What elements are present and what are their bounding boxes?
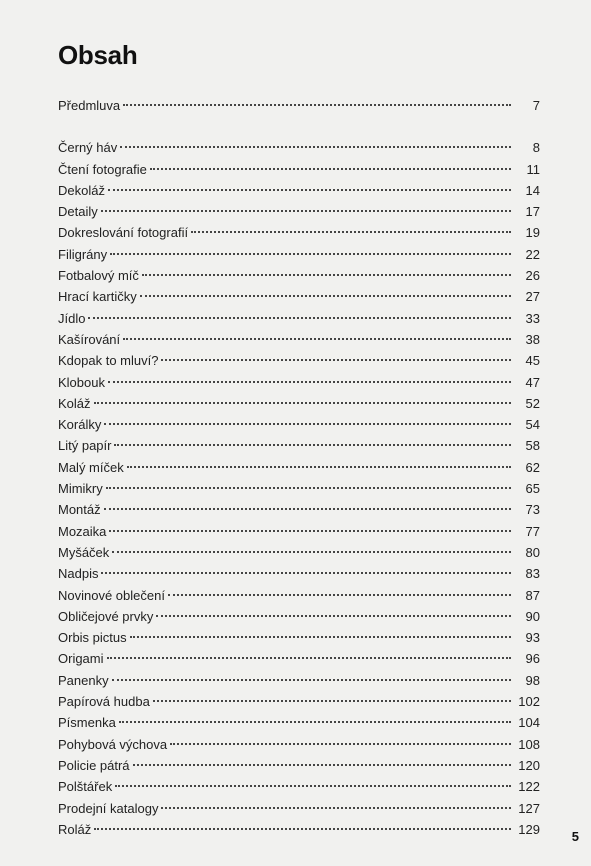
- toc-entry: [58, 393, 540, 414]
- toc-entry-page: 19: [525, 225, 540, 241]
- toc-entry: [58, 563, 540, 584]
- toc-entry-title: Origami: [58, 651, 104, 667]
- toc-entry: [58, 627, 540, 648]
- toc-entry-title: Mozaika: [58, 523, 107, 539]
- dot-leader: [108, 381, 511, 383]
- toc-entry-title: Fotbalový míč: [58, 268, 139, 284]
- table-of-contents: [58, 95, 540, 840]
- toc-entry-title: Písmenka: [58, 715, 116, 731]
- toc-entry: [58, 137, 540, 158]
- toc-entry-title: Koláž: [58, 395, 91, 411]
- toc-entry: [58, 606, 540, 627]
- toc-entry: [58, 457, 540, 478]
- toc-entry: [58, 542, 540, 563]
- toc-entry-title: Klobouk: [58, 374, 105, 390]
- toc-entry-title: Malý míček: [58, 459, 124, 475]
- dot-leader: [101, 572, 511, 574]
- toc-entry-page: 52: [525, 395, 540, 411]
- dot-leader: [112, 551, 511, 553]
- toc-entry-page: 54: [525, 417, 540, 433]
- toc-entry: [58, 776, 540, 797]
- toc-entry-title: Panenky: [58, 672, 109, 688]
- toc-entry: [58, 585, 540, 606]
- toc-entry-page: 14: [525, 182, 540, 198]
- dot-leader: [104, 508, 511, 510]
- dot-leader: [115, 785, 511, 787]
- toc-entry: [58, 712, 540, 733]
- toc-entry-page: 122: [518, 779, 540, 795]
- dot-leader: [107, 657, 511, 659]
- toc-entry: [58, 308, 540, 329]
- toc-entry-page: 96: [525, 651, 540, 667]
- dot-leader: [110, 253, 511, 255]
- dot-leader: [88, 317, 511, 319]
- toc-entry-page: 87: [525, 587, 540, 603]
- toc-entry: [58, 499, 540, 520]
- toc-entry-title: Korálky: [58, 417, 102, 433]
- toc-entry-page: 127: [518, 800, 540, 816]
- dot-leader: [161, 807, 511, 809]
- toc-entry-title: Jídlo: [58, 310, 86, 326]
- toc-entry: [58, 819, 540, 840]
- toc-entry-title: Obličejové prvky: [58, 608, 154, 624]
- dot-leader: [191, 231, 511, 233]
- toc-entry: [58, 648, 540, 669]
- toc-entry-page: 98: [525, 672, 540, 688]
- toc-entry-title: Kašírování: [58, 331, 121, 347]
- toc-entry-title: Roláž: [58, 821, 92, 837]
- toc-entry-page: 45: [525, 353, 540, 369]
- dot-leader: [94, 402, 511, 404]
- dot-leader: [153, 700, 511, 702]
- toc-entry: [58, 734, 540, 755]
- toc-entry-title: Čtení fotografie: [58, 161, 147, 177]
- toc-entry-page: 73: [525, 502, 540, 518]
- toc-entry-page: 77: [525, 523, 540, 539]
- dot-leader: [123, 104, 511, 106]
- toc-entry-title: Předmluva: [58, 98, 121, 113]
- toc-entry-title: Myšáček: [58, 544, 110, 560]
- toc-entry-page: 22: [525, 246, 540, 262]
- dot-leader: [123, 338, 511, 340]
- toc-entry-page: 102: [518, 694, 540, 710]
- page-number: 5: [571, 829, 579, 844]
- toc-entry-page: 8: [532, 140, 540, 156]
- toc-entry-page: 26: [525, 268, 540, 284]
- dot-leader: [119, 721, 511, 723]
- toc-entry: [58, 435, 540, 456]
- dot-leader: [109, 530, 511, 532]
- toc-entry-page: 17: [525, 204, 540, 220]
- toc-entry-title: Dokreslování fotografií: [58, 225, 189, 241]
- toc-entry: [58, 691, 540, 712]
- toc-entry-page: 104: [518, 715, 540, 731]
- dot-leader: [140, 295, 511, 297]
- toc-entry-title: Pohybová výchova: [58, 736, 168, 752]
- toc-entry-page: 129: [518, 821, 540, 837]
- toc-entry: [58, 372, 540, 393]
- toc-entry-page: 83: [525, 566, 540, 582]
- toc-entry-page: 108: [518, 736, 540, 752]
- toc-entry: [58, 798, 540, 819]
- dot-leader: [170, 743, 511, 745]
- dot-leader: [108, 189, 511, 191]
- toc-entry-title: Černý háv: [58, 140, 118, 156]
- dot-leader: [94, 828, 511, 830]
- toc-entry-title: Litý papír: [58, 438, 112, 454]
- toc-entry-title: Novinové oblečení: [58, 587, 165, 603]
- toc-entry-title: Polštářek: [58, 779, 113, 795]
- dot-leader: [150, 168, 511, 170]
- toc-entry-page: 11: [526, 161, 540, 177]
- toc-entry-title: Mimikry: [58, 481, 103, 497]
- toc-entry-title: Policie pátrá: [58, 757, 130, 773]
- toc-entry: [58, 521, 540, 542]
- toc-entry: [58, 201, 540, 222]
- toc-entry: [58, 286, 540, 307]
- dot-leader: [120, 146, 511, 148]
- toc-entry-page: 62: [525, 459, 540, 475]
- toc-entry-title: Prodejní katalogy: [58, 800, 159, 816]
- dot-leader: [161, 359, 511, 361]
- toc-entry-page: 90: [525, 608, 540, 624]
- dot-leader: [106, 487, 511, 489]
- dot-leader: [127, 466, 511, 468]
- toc-entry: [58, 478, 540, 499]
- toc-entry: [58, 180, 540, 201]
- toc-entry-page: 80: [525, 544, 540, 560]
- toc-entry: [58, 329, 540, 350]
- dot-leader: [114, 444, 511, 446]
- toc-entry-title: Orbis pictus: [58, 630, 127, 646]
- toc-entry-title: Nadpis: [58, 566, 99, 582]
- toc-entry-page: 65: [525, 481, 540, 497]
- dot-leader: [112, 679, 511, 681]
- toc-entry-title: Dekoláž: [58, 182, 105, 198]
- dot-leader: [104, 423, 511, 425]
- dot-leader: [101, 210, 511, 212]
- dot-leader: [133, 764, 511, 766]
- dot-leader: [130, 636, 511, 638]
- page-title: Obsah: [58, 40, 138, 70]
- toc-entry-title: Hrací kartičky: [58, 289, 137, 305]
- toc-entry: [58, 350, 540, 371]
- toc-entry-page: 38: [525, 331, 540, 347]
- toc-entry: [58, 670, 540, 691]
- toc-entry-page: 27: [525, 289, 540, 305]
- toc-entry: [58, 755, 540, 776]
- toc-entry: [58, 222, 540, 243]
- toc-entry-title: Papírová hudba: [58, 694, 150, 710]
- toc-entry-page: 7: [532, 98, 540, 113]
- toc-entry: [58, 159, 540, 180]
- dot-leader: [156, 615, 511, 617]
- toc-entry-title: Kdopak to mluví?: [58, 353, 159, 369]
- toc-entry: [58, 265, 540, 286]
- dot-leader: [142, 274, 511, 276]
- toc-entry: [58, 414, 540, 435]
- toc-entry-title: Detaily: [58, 204, 98, 220]
- toc-entry-title: Montáž: [58, 502, 101, 518]
- toc-entry-title: Filigrány: [58, 246, 108, 262]
- toc-entry: [58, 244, 540, 265]
- toc-entry-page: 33: [525, 310, 540, 326]
- toc-entry-page: 93: [525, 630, 540, 646]
- dot-leader: [168, 594, 511, 596]
- toc-entry-page: 47: [525, 374, 540, 390]
- toc-entry-page: 120: [518, 757, 540, 773]
- toc-entry-page: 58: [525, 438, 540, 454]
- toc-entry: [58, 95, 540, 116]
